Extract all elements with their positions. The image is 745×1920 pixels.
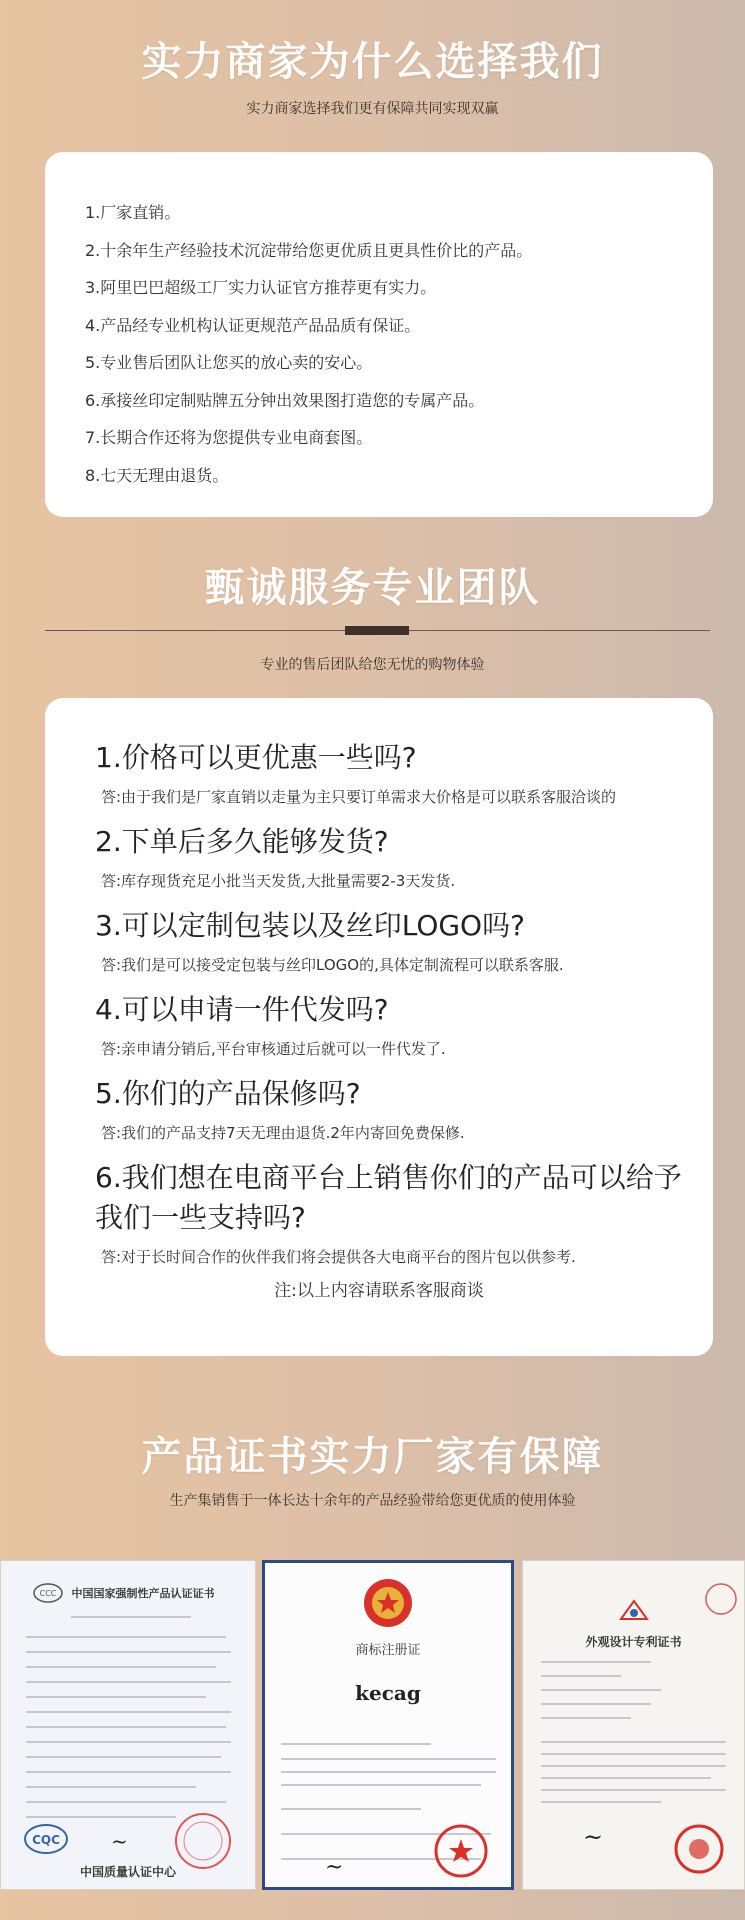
cert3-title: 外观设计专利证书 — [585, 1635, 682, 1649]
patent-logo-icon — [617, 1597, 651, 1625]
advantage-item: 8.七天无理由退货。 — [85, 465, 229, 485]
advantage-item: 7.长期合作还将为您提供专业电商套图。 — [85, 428, 373, 447]
section2-subtitle: 专业的售后团队给您无忧的购物体验 — [260, 657, 485, 673]
faq-question: 1.价格可以更优惠一些吗? — [95, 741, 417, 774]
faq-answer: 答:由于我们是厂家直销以走量为主只要订单需求大价格是可以联系客服洽谈的 — [101, 788, 617, 806]
faq-answer: 答:对于长时间合作的伙伴我们将会提供各大电商平台的图片包以供参考. — [101, 1248, 576, 1266]
faq-question: 6.我们想在电商平台上销售你们的产品可以给予我们一些支持吗? — [95, 1161, 682, 1234]
faq-answer: 答:亲申请分销后,平台审核通过后就可以一件代发了. — [101, 1040, 446, 1058]
advantage-item: 1.厂家直销。 — [85, 203, 181, 222]
red-seal-icon — [433, 1823, 489, 1879]
faq-answer: 答:库存现货充足小批当天发货,大批量需要2-3天发货. — [101, 872, 456, 890]
patent-certificate-image — [522, 1560, 745, 1890]
signature: ~ — [325, 1855, 344, 1880]
trademark-brand: kecag — [355, 1681, 421, 1705]
section1-title: 实力商家为什么选择我们 — [141, 39, 604, 85]
svg-text:CCC: CCC — [39, 1589, 57, 1598]
section3-subtitle: 生产集销售于一体长达十余年的产品经验带给您更优质的使用体验 — [169, 1493, 576, 1509]
red-seal-icon — [173, 1811, 233, 1871]
cert1-title: 中国国家强制性产品认证证书 — [71, 1587, 215, 1600]
svg-text:CQC: CQC — [32, 1833, 60, 1847]
faq-note: 注:以上内容请联系客服商谈 — [274, 1281, 484, 1301]
advantage-item: 2.十余年生产经验技术沉淀带给您更优质且更具性价比的产品。 — [85, 240, 533, 260]
advantage-item: 5.专业售后团队让您买的放心卖的安心。 — [85, 353, 373, 372]
section3-title: 产品证书实力厂家有保障 — [141, 1434, 604, 1480]
cert1-footer: 中国质量认证中心 — [79, 1865, 176, 1879]
advantage-item: 3.阿里巴巴超级工厂实力认证官方推荐更有实力。 — [85, 278, 437, 297]
faq-card — [45, 698, 713, 1356]
faq-question: 2.下单后多久能够发货? — [95, 825, 389, 858]
trademark-certificate-image — [262, 1560, 514, 1890]
advantages-card — [45, 152, 713, 517]
signature: ~ — [111, 1829, 128, 1853]
section2-title: 甄诚服务专业团队 — [204, 565, 541, 611]
signature: ~ — [583, 1823, 604, 1851]
national-emblem-icon — [362, 1577, 414, 1629]
advantage-item: 6.承接丝印定制贴牌五分钟出效果图打造您的专属产品。 — [85, 390, 485, 410]
faq-answer: 答:我们是可以接受定包装与丝印LOGO的,具体定制流程可以联系客服. — [101, 956, 564, 974]
section1-subtitle: 实力商家选择我们更有保障共同实现双赢 — [246, 101, 499, 117]
faq-question: 4.可以申请一件代发吗? — [95, 993, 389, 1026]
faq-question: 5.你们的产品保修吗? — [95, 1077, 361, 1110]
ccc-certificate-image — [0, 1560, 256, 1890]
divider-accent-bar — [345, 626, 409, 635]
cqc-logo-icon — [23, 1823, 69, 1855]
advantage-item: 4.产品经专业机构认证更规范产品品质有保证。 — [85, 315, 421, 335]
cert2-title: 商标注册证 — [355, 1643, 421, 1658]
red-seal-icon — [703, 1581, 739, 1617]
faq-question: 3.可以定制包装以及丝印LOGO吗? — [95, 909, 525, 942]
faq-answer: 答:我们的产品支持7天无理由退货.2年内寄回免费保修. — [101, 1124, 465, 1142]
red-seal-icon — [673, 1823, 725, 1875]
